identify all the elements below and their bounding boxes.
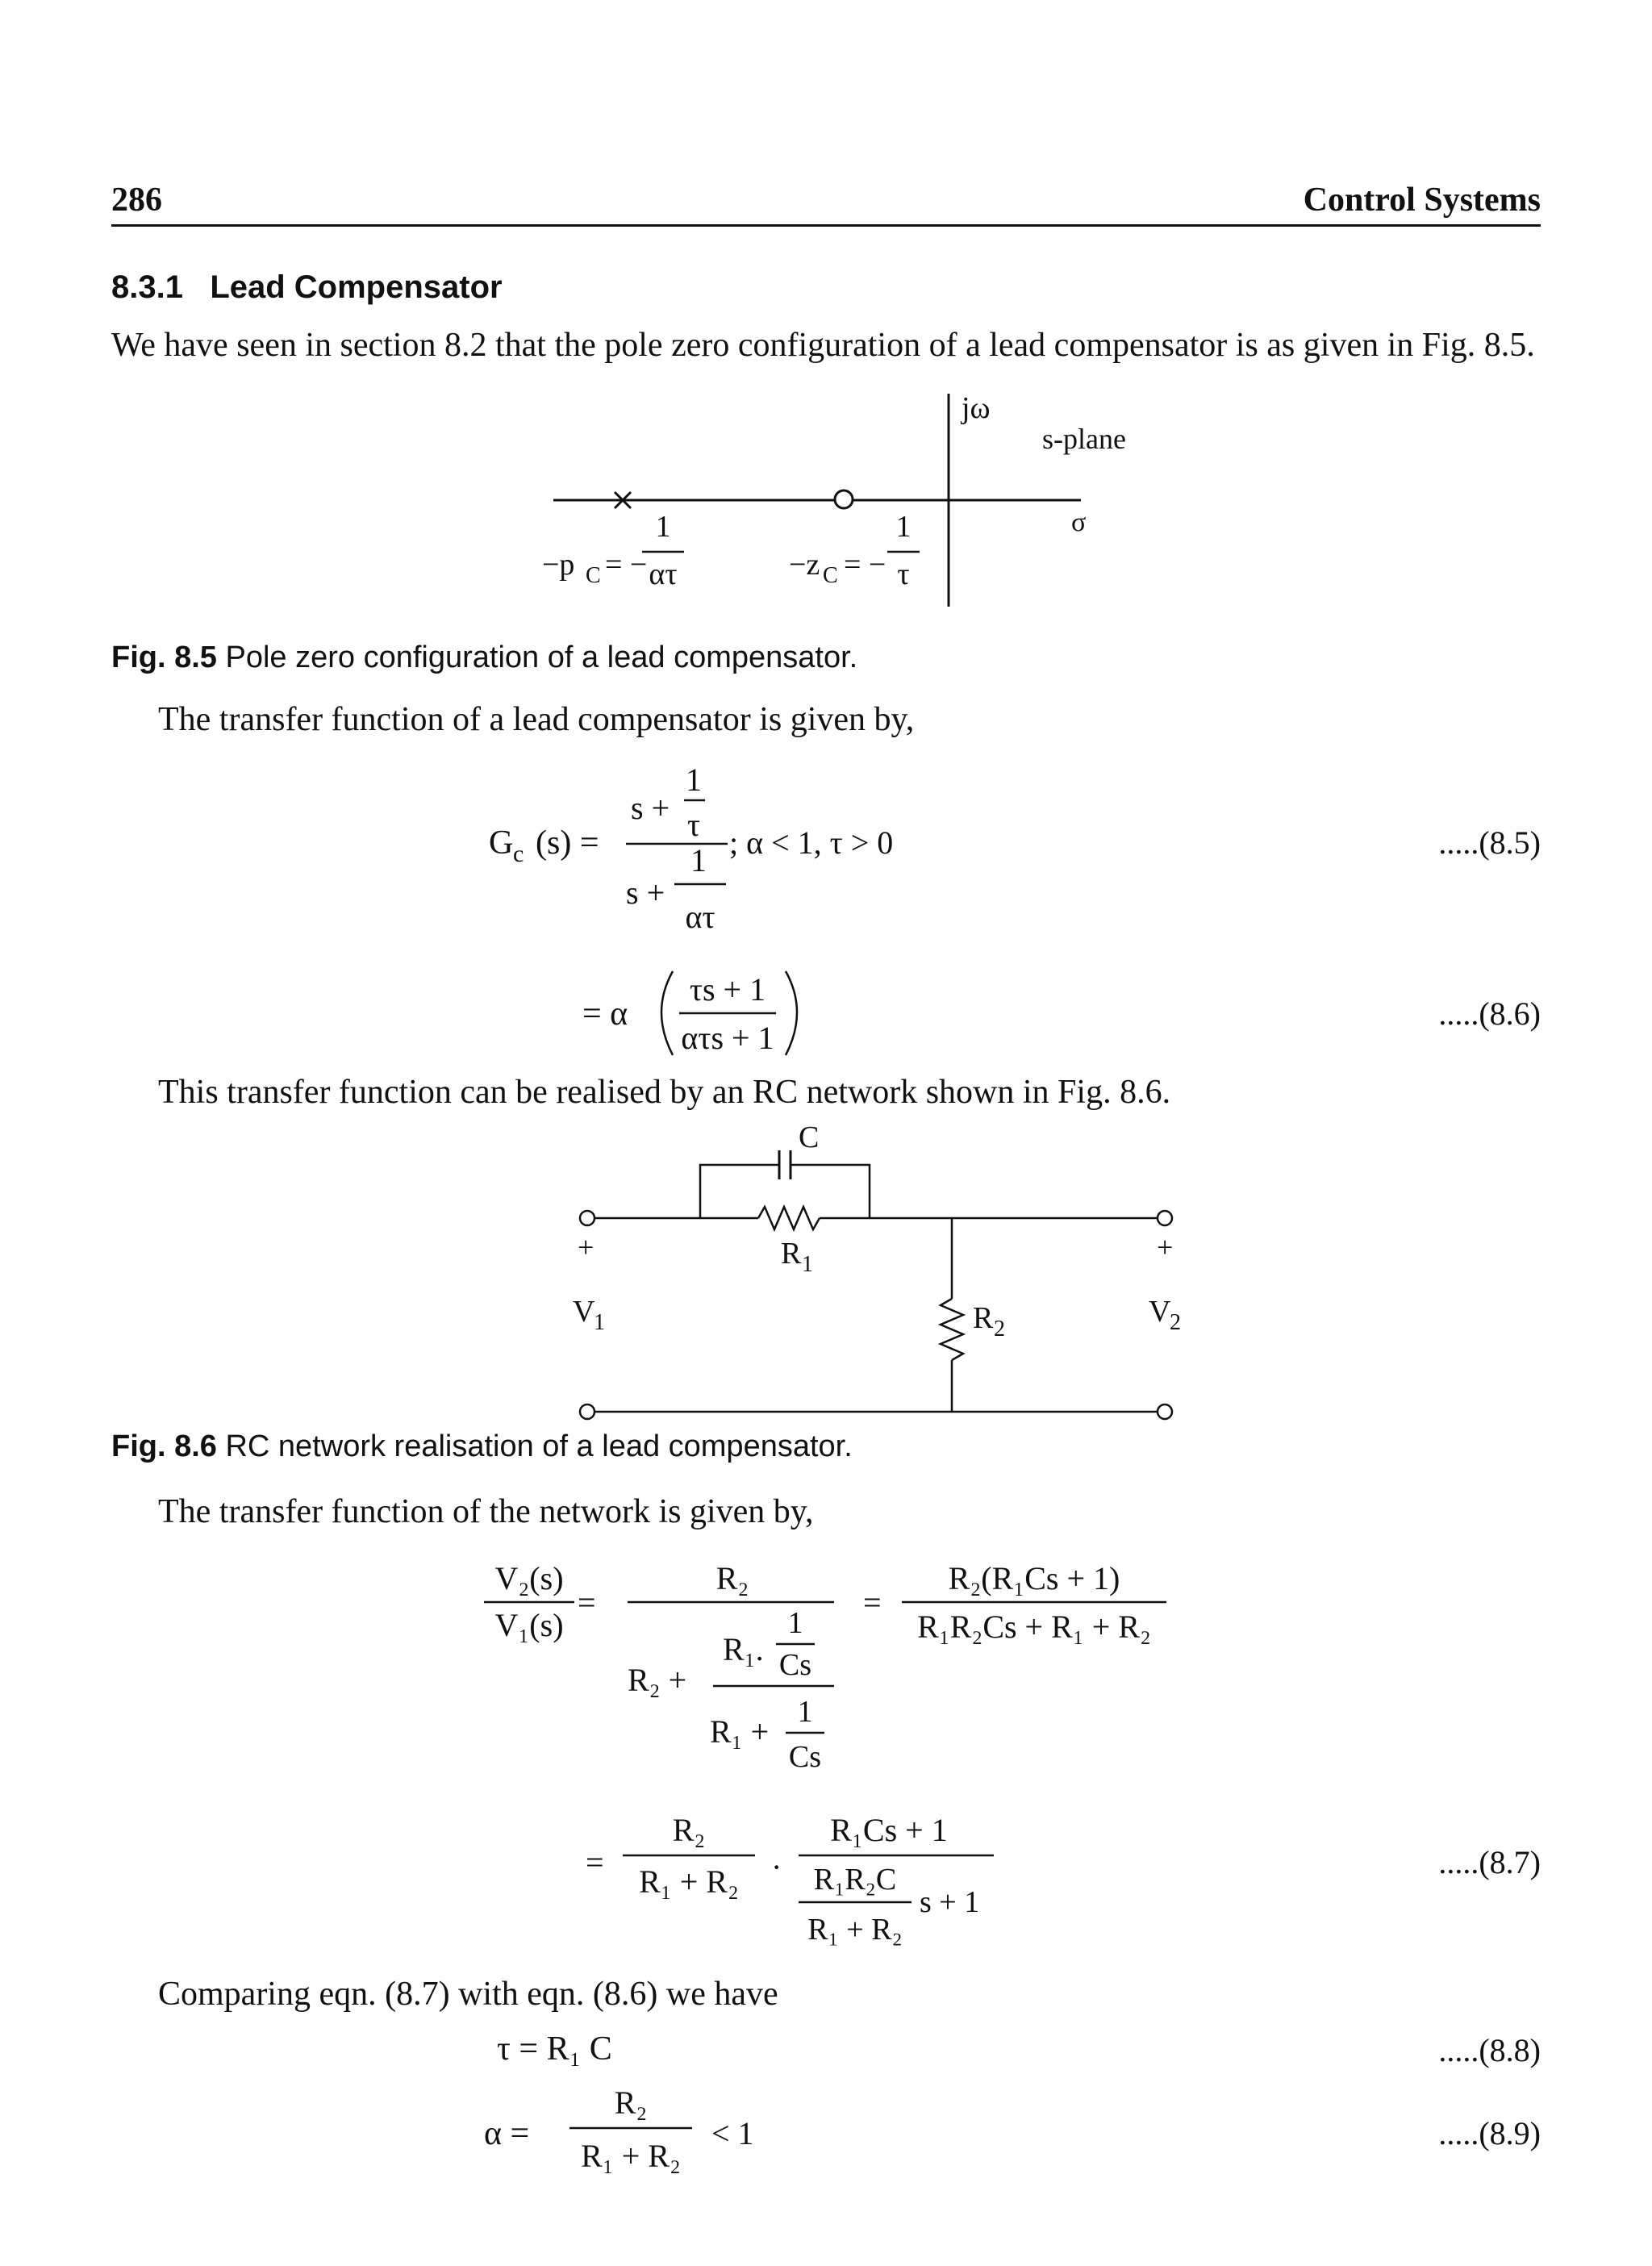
eq87-f2-den-tail: s + 1: [920, 1885, 980, 1919]
eq86-num: τs + 1: [689, 971, 766, 1008]
intro-paragraph: We have seen in section 8.2 that the pole zero configuration of a lead compensator is as given in Fig. 8.5.: [111, 327, 1535, 364]
eq86-number: .....(8.6): [1438, 995, 1541, 1032]
fig86-label: Fig. 8.6: [111, 1429, 217, 1463]
fig85-caption-text: Pole zero configuration of a lead compensator.: [225, 641, 858, 674]
eq87-number: .....(8.7): [1438, 1844, 1541, 1880]
eq89-num: R₂: [614, 2084, 648, 2121]
eq85-num-frac-num: 1: [686, 762, 702, 798]
eq85-lhs-sub: c: [513, 841, 524, 867]
eq85-lhs-arg: (s) =: [536, 824, 599, 862]
zero-value-den: τ: [897, 557, 910, 591]
plus-right: +: [1157, 1231, 1174, 1263]
net-lhs-num: V₂(s): [494, 1560, 564, 1596]
compare-text: Comparing eqn. (8.7) with eqn. (8.6) we have: [158, 1976, 778, 2013]
tf-intro: The transfer function of a lead compensator is given by,: [158, 701, 915, 738]
v2-label: V: [1149, 1295, 1171, 1329]
eq86-prefix: = α: [582, 995, 628, 1033]
net-inner-den-frac-den: Cs: [788, 1740, 822, 1774]
eq87-f1-num: R₂: [672, 1812, 706, 1848]
r2-resistor: [941, 1299, 963, 1360]
r1-resistor: [758, 1207, 820, 1229]
net-right-den: R₁R₂Cs + R₁ + R₂: [917, 1609, 1151, 1645]
eq87-eq: =: [586, 1844, 604, 1880]
zero-subscript: C: [823, 563, 838, 588]
zero-equals: = −: [844, 548, 886, 582]
eq89-lhs: α =: [484, 2115, 530, 2152]
eq87-f2-den-frac-num: R₁R₂C: [813, 1863, 897, 1897]
equation-8-6: [0, 960, 1652, 1065]
net-inner-den-frac-num: 1: [797, 1695, 813, 1729]
eq87-dot: ·: [771, 1849, 782, 1885]
eq86-left-paren: [661, 971, 673, 1055]
net-inner-num-a: R₁.: [723, 1631, 764, 1667]
section-title: Lead Compensator: [210, 269, 503, 305]
eq85-den-frac-num: 1: [690, 842, 707, 878]
section-number: 8.3.1: [111, 269, 183, 305]
terminal-top-left: [580, 1211, 594, 1225]
v1-label: V: [573, 1295, 595, 1329]
page-number: 286: [111, 182, 162, 219]
eq85-num-s: s +: [631, 790, 670, 826]
v1-sub: 1: [594, 1310, 605, 1335]
terminal-bottom-right: [1158, 1404, 1172, 1419]
eq85-number: .....(8.5): [1438, 824, 1541, 861]
net-lhs-den: V₁(s): [494, 1607, 564, 1643]
zero-value-num: 1: [895, 510, 912, 544]
net-mid-den-a: R₂ +: [628, 1662, 687, 1698]
net-inner-den-a: R₁ +: [710, 1713, 770, 1750]
fig85-caption: [111, 641, 857, 675]
r1-label: R: [781, 1237, 802, 1271]
eq88-number: .....(8.8): [1438, 2032, 1541, 2068]
running-title: Control Systems: [1303, 182, 1541, 219]
equation-network: [0, 1555, 1652, 1789]
eq85-den-frac-den: ατ: [685, 899, 715, 935]
cap-label: C: [799, 1121, 820, 1154]
eq89-number: .....(8.9): [1438, 2115, 1541, 2151]
net-inner-num-frac-den: Cs: [778, 1648, 812, 1682]
v2-sub: 2: [1170, 1310, 1181, 1335]
equation-8-9: [0, 2081, 1652, 2194]
eq87-f1-den: R₁ + R₂: [639, 1863, 739, 1900]
plane-label: s-plane: [1042, 423, 1126, 455]
fig85-label: Fig. 8.5: [111, 641, 217, 674]
eq85-den-s: s +: [626, 874, 665, 911]
eq85-num-frac-den: τ: [686, 807, 701, 843]
eq89-den: R₁ + R₂: [581, 2138, 681, 2174]
eq89-rhs: < 1: [711, 2115, 754, 2151]
eq86-right-paren: [786, 971, 797, 1055]
imag-axis-label: jω: [962, 391, 991, 425]
fig86-caption-text: RC network realisation of a lead compensator.: [225, 1429, 853, 1463]
r2-sub: 2: [994, 1317, 1005, 1342]
net-mid-num: R₂: [715, 1560, 749, 1596]
terminal-bottom-left: [580, 1404, 594, 1419]
pole-value-den: ατ: [649, 557, 678, 591]
pole-label: −p: [542, 548, 575, 582]
eq86-den: ατs + 1: [681, 1020, 774, 1056]
net-eq2: =: [863, 1584, 882, 1621]
fig85-diagram: [0, 0, 1652, 661]
net-inner-num-frac-num: 1: [787, 1606, 803, 1640]
pole-equals: = −: [605, 548, 648, 582]
r2-label: R: [973, 1301, 994, 1335]
eq85-condition: ; α < 1, τ > 0: [729, 824, 894, 861]
fig86-caption: [111, 1429, 853, 1464]
eq88-text: τ = R₁ C: [497, 2030, 612, 2068]
pole-value-num: 1: [655, 510, 671, 544]
terminal-top-right: [1158, 1211, 1172, 1225]
net-eq1: =: [578, 1584, 596, 1621]
plus-left: +: [578, 1231, 594, 1263]
equation-8-5: [0, 758, 1652, 944]
eq87-f2-den-frac-den: R₁ + R₂: [807, 1913, 903, 1947]
realise-text: This transfer function can be realised by an RC network shown in Fig. 8.6.: [158, 1074, 1171, 1111]
pole-subscript: C: [586, 563, 601, 588]
net-right-num: R₂(R₁Cs + 1): [948, 1560, 1120, 1596]
zero-label: −z: [789, 548, 820, 582]
net-intro: The transfer function of the network is given by,: [158, 1493, 814, 1530]
fig86-diagram: [0, 1121, 1652, 1428]
eq87-f2-num: R₁Cs + 1: [830, 1812, 948, 1848]
eq85-lhs: G: [489, 824, 514, 862]
r1-sub: 1: [802, 1252, 813, 1277]
equation-8-7: [0, 1804, 1652, 1973]
zero-marker: [835, 490, 853, 508]
real-axis-label: σ: [1071, 507, 1087, 537]
